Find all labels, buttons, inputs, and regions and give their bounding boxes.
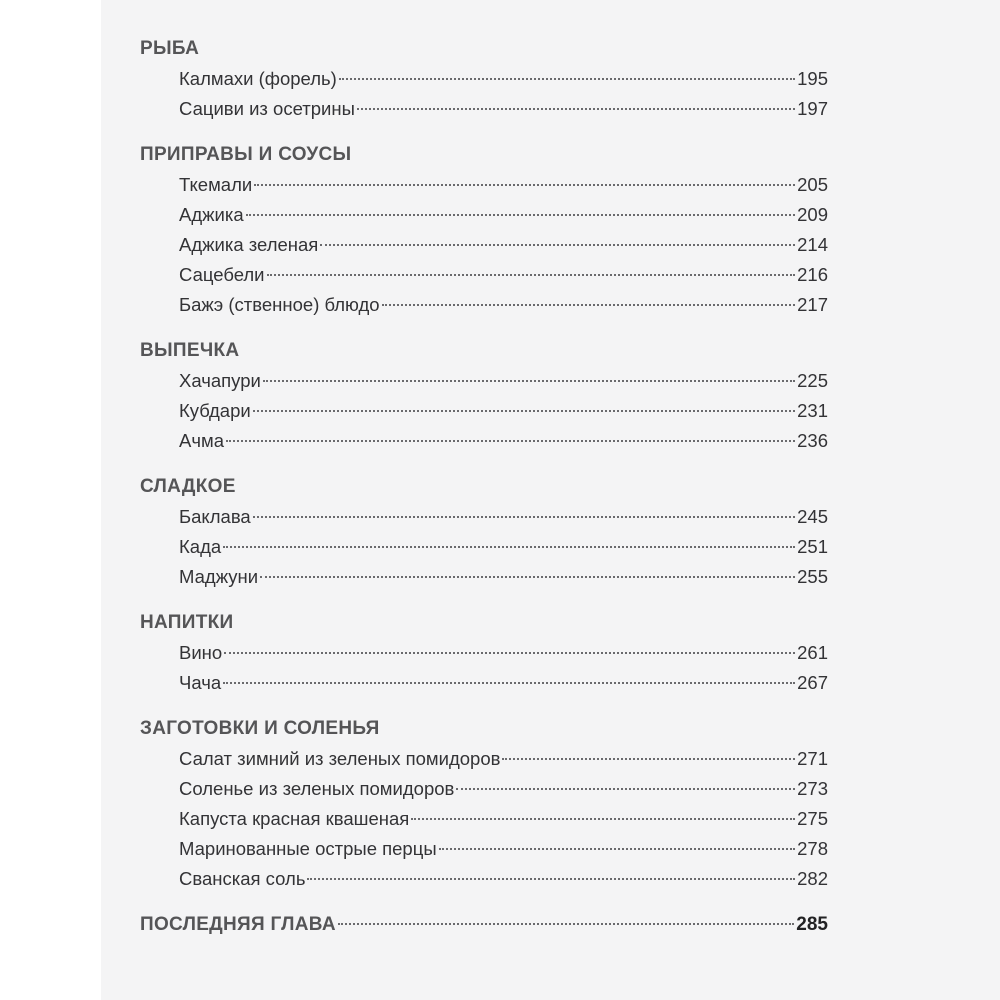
toc-entry: [140, 532, 828, 562]
entry-title: Бажэ (ственное) блюдо: [179, 294, 380, 315]
entry-page-number: 275: [797, 808, 828, 829]
section-preserves-and-pickles: [140, 714, 828, 894]
dot-leader: [339, 78, 795, 80]
section-sweets: [140, 472, 828, 592]
toc-entry: [140, 562, 828, 592]
entry-page-number: 251: [797, 536, 828, 557]
section-drinks: [140, 608, 828, 698]
entry-title: Калмахи (форель): [179, 68, 337, 89]
toc-final-chapter: [140, 910, 828, 940]
entry-title: Ткемали: [179, 174, 253, 195]
final-chapter-title: ПОСЛЕДНЯЯ ГЛАВА: [140, 914, 336, 935]
entry-page-number: 197: [797, 98, 828, 119]
section-title: ЗАГОТОВКИ И СОЛЕНЬЯ: [140, 718, 380, 739]
entry-page-number: 236: [797, 430, 828, 451]
dot-leader: [246, 214, 795, 216]
dot-leader: [260, 576, 795, 578]
entry-title: Чача: [179, 672, 222, 693]
entry-title: Вино: [179, 642, 223, 663]
dot-leader: [357, 108, 795, 110]
entry-page-number: 205: [797, 174, 828, 195]
toc-entry: [140, 290, 828, 320]
entry-title: Ачма: [179, 430, 224, 451]
entry-page-number: 282: [797, 868, 828, 889]
entry-page-number: 231: [797, 400, 828, 421]
entry-page-number: 245: [797, 506, 828, 527]
dot-leader: [226, 440, 795, 442]
toc-entry: [140, 744, 828, 774]
entry-page-number: 278: [797, 838, 828, 859]
entry-page-number: 267: [797, 672, 828, 693]
dot-leader: [253, 410, 795, 412]
toc-entry: [140, 260, 828, 290]
entry-page-number: 271: [797, 748, 828, 769]
toc-entry: [140, 94, 828, 124]
entry-page-number: 214: [797, 234, 828, 255]
dot-leader: [502, 758, 795, 760]
final-chapter-page-number: 285: [796, 914, 828, 935]
entry-page-number: 216: [797, 264, 828, 285]
dot-leader: [254, 184, 795, 186]
section-title: ПРИПРАВЫ И СОУСЫ: [140, 144, 352, 165]
toc-entry: [140, 638, 828, 668]
toc-entry: [140, 366, 828, 396]
dot-leader: [267, 274, 796, 276]
section-seasonings-and-sauces: [140, 140, 828, 320]
entry-page-number: 255: [797, 566, 828, 587]
toc-entry: [140, 668, 828, 698]
entry-title: Салат зимний из зеленых помидоров: [179, 748, 501, 769]
entry-title: Сацебели: [179, 264, 265, 285]
toc-entry: [140, 834, 828, 864]
dot-leader: [338, 923, 794, 925]
entry-title: Капуста красная квашеная: [179, 808, 410, 829]
dot-leader: [320, 244, 795, 246]
section-fish: [140, 34, 828, 124]
entry-page-number: 225: [797, 370, 828, 391]
section-title: ВЫПЕЧКА: [140, 340, 240, 361]
entry-title: Хачапури: [179, 370, 261, 391]
toc-entry: [140, 170, 828, 200]
entry-page-number: 261: [797, 642, 828, 663]
toc-entry: [140, 426, 828, 456]
entry-title: Кубдари: [179, 400, 251, 421]
entry-title: Аджика: [179, 204, 244, 225]
entry-page-number: 217: [797, 294, 828, 315]
dot-leader: [411, 818, 795, 820]
entry-page-number: 273: [797, 778, 828, 799]
dot-leader: [263, 380, 795, 382]
dot-leader: [456, 788, 795, 790]
entry-title: Сациви из осетрины: [179, 98, 355, 119]
entry-title: Маринованные острые перцы: [179, 838, 437, 859]
entry-page-number: 209: [797, 204, 828, 225]
section-title: НАПИТКИ: [140, 612, 234, 633]
dot-leader: [224, 652, 795, 654]
entry-title: Аджика зеленая: [179, 234, 319, 255]
entry-title: Сванская соль: [179, 868, 306, 889]
entry-title: Соленье из зеленых помидоров: [179, 778, 455, 799]
entry-title: Маджуни: [179, 566, 259, 587]
table-of-contents: [140, 34, 828, 940]
toc-entry: [140, 864, 828, 894]
entry-title: Баклава: [179, 506, 251, 527]
toc-entry: [140, 502, 828, 532]
toc-entry: [140, 200, 828, 230]
toc-entry: [140, 230, 828, 260]
dot-leader: [223, 546, 795, 548]
toc-entry: [140, 804, 828, 834]
toc-entry: [140, 64, 828, 94]
toc-entry: [140, 774, 828, 804]
section-title: РЫБА: [140, 38, 200, 59]
toc-entry: [140, 396, 828, 426]
entry-page-number: 195: [797, 68, 828, 89]
dot-leader: [223, 682, 795, 684]
entry-title: Када: [179, 536, 222, 557]
section-baking: [140, 336, 828, 456]
dot-leader: [253, 516, 795, 518]
dot-leader: [439, 848, 796, 850]
dot-leader: [382, 304, 796, 306]
dot-leader: [307, 878, 795, 880]
section-title: СЛАДКОЕ: [140, 476, 236, 497]
